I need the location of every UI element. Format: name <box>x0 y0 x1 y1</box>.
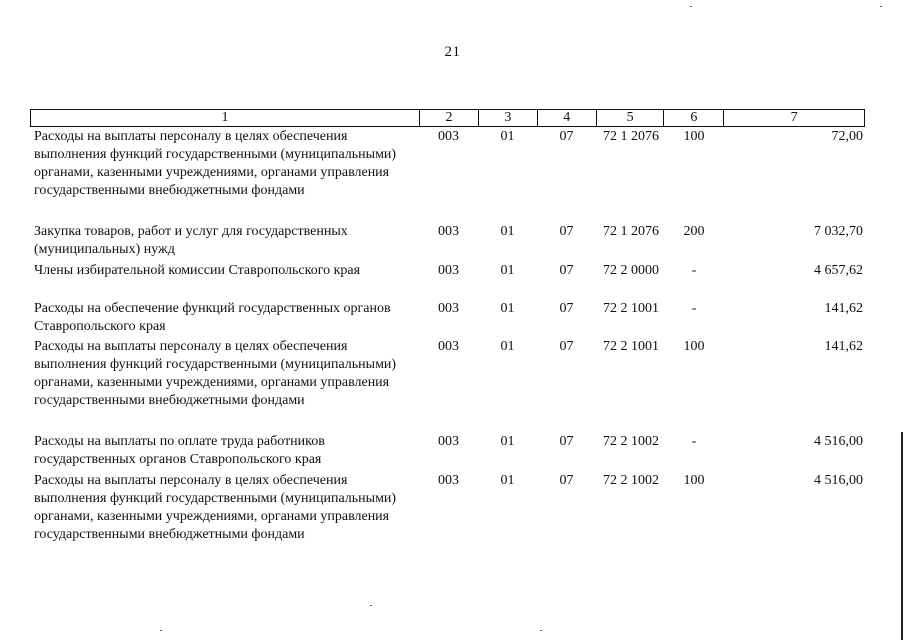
column-header-5: 5 <box>596 110 664 126</box>
scan-speck <box>540 630 542 631</box>
row-amount: 4 657,62 <box>814 263 863 278</box>
row-code: 003 <box>438 473 459 488</box>
row-section: 01 <box>500 434 515 449</box>
table-row <box>30 262 865 280</box>
row-code: 003 <box>438 224 459 239</box>
row-name: Расходы на выплаты персоналу в целях обеспечения выполнения функций государственными (муниципальными) органами, казенными учреждениями, органами управления государственными внебюджетными фондами <box>34 129 397 198</box>
scan-speck <box>690 6 692 7</box>
row-name: Члены избирательной комиссии Ставропольского края <box>34 263 361 278</box>
row-target-article: 72 2 1002 <box>603 434 659 449</box>
table-row <box>30 223 865 259</box>
row-code: 003 <box>438 129 459 144</box>
scan-speck <box>370 605 372 606</box>
row-code: 003 <box>438 301 459 316</box>
row-subsection: 07 <box>559 301 574 316</box>
table-row <box>30 300 865 336</box>
row-subsection: 07 <box>559 224 574 239</box>
row-expense-type: 200 <box>683 224 705 239</box>
row-target-article: 72 2 1001 <box>603 339 659 354</box>
row-expense-type: 100 <box>683 339 705 354</box>
row-name: Расходы на выплаты персоналу в целях обеспечения выполнения функций государственными (муниципальными) органами, казенными учреждениями, органами управления государственными внебюджетными фондами <box>34 473 397 542</box>
row-name: Расходы на выплаты по оплате труда работников государственных органов Ставропольского края <box>34 434 325 467</box>
row-expense-type: - <box>691 434 697 449</box>
column-header-6: 6 <box>663 110 723 126</box>
row-section: 01 <box>500 339 515 354</box>
scan-speck <box>880 6 882 7</box>
row-section: 01 <box>500 129 515 144</box>
row-name: Закупка товаров, работ и услуг для государственных (муниципальных) нужд <box>34 224 348 257</box>
table-header-row <box>30 109 865 127</box>
scan-edge-line <box>901 432 903 640</box>
row-section: 01 <box>500 224 515 239</box>
table-row <box>30 128 865 200</box>
row-target-article: 72 2 1002 <box>603 473 659 488</box>
table-row <box>30 338 865 410</box>
row-expense-type: - <box>691 301 697 316</box>
row-expense-type: 100 <box>683 129 705 144</box>
row-target-article: 72 2 1001 <box>603 301 659 316</box>
row-target-article: 72 1 2076 <box>603 224 659 239</box>
row-amount: 7 032,70 <box>814 224 863 239</box>
row-amount: 141,62 <box>824 339 863 354</box>
row-subsection: 07 <box>559 339 574 354</box>
column-header-7: 7 <box>723 110 864 126</box>
row-subsection: 07 <box>559 473 574 488</box>
row-subsection: 07 <box>559 434 574 449</box>
column-header-2: 2 <box>419 110 478 126</box>
row-subsection: 07 <box>559 263 574 278</box>
table-row <box>30 472 865 544</box>
row-name: Расходы на выплаты персоналу в целях обеспечения выполнения функций государственными (муниципальными) органами, казенными учреждениями, органами управления государственными внебюджетными фондами <box>34 339 397 408</box>
row-amount: 72,00 <box>831 129 863 144</box>
row-section: 01 <box>500 301 515 316</box>
table-row <box>30 433 865 469</box>
row-amount: 141,62 <box>824 301 863 316</box>
row-expense-type: 100 <box>683 473 705 488</box>
row-amount: 4 516,00 <box>814 434 863 449</box>
row-expense-type: - <box>691 263 697 278</box>
row-code: 003 <box>438 434 459 449</box>
row-amount: 4 516,00 <box>814 473 863 488</box>
row-section: 01 <box>500 263 515 278</box>
row-code: 003 <box>438 339 459 354</box>
row-target-article: 72 2 0000 <box>603 263 659 278</box>
page-number: 21 <box>444 44 461 60</box>
row-subsection: 07 <box>559 129 574 144</box>
column-header-4: 4 <box>537 110 596 126</box>
scan-speck <box>160 630 162 631</box>
row-name: Расходы на обеспечение функций государственных органов Ставропольского края <box>34 301 391 334</box>
column-header-1: 1 <box>221 110 229 125</box>
row-code: 003 <box>438 263 459 278</box>
row-section: 01 <box>500 473 515 488</box>
column-header-3: 3 <box>478 110 537 126</box>
row-target-article: 72 1 2076 <box>603 129 659 144</box>
